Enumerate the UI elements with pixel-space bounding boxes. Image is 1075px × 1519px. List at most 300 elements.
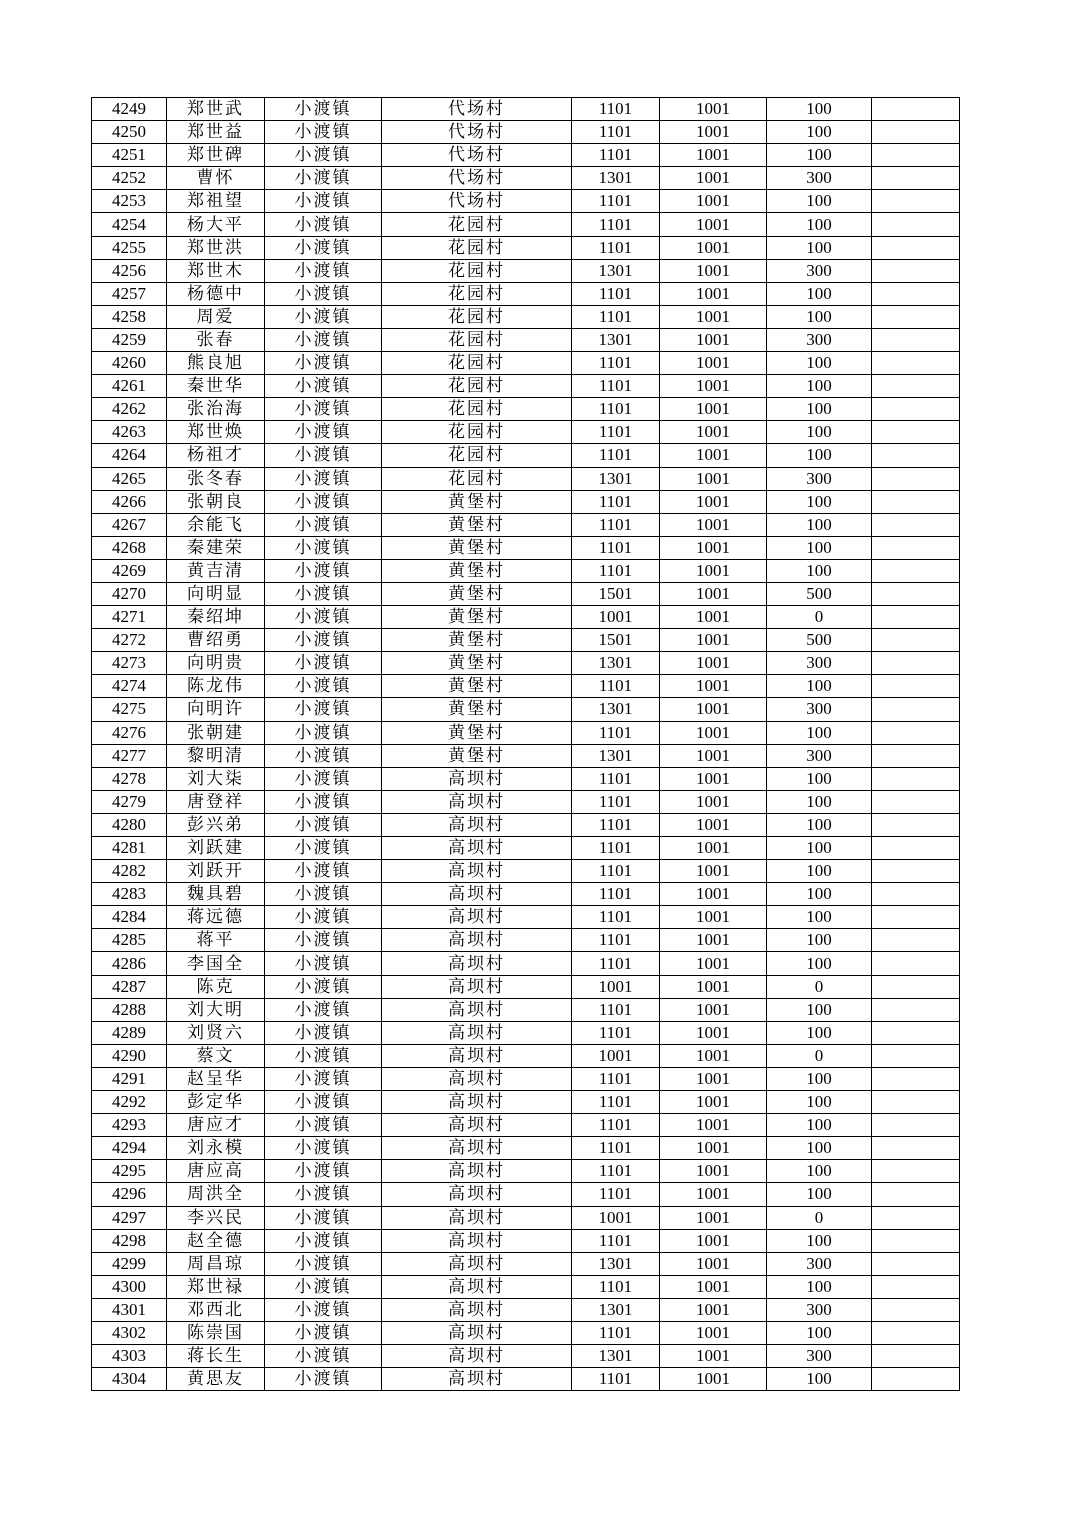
town-cell: 小渡镇 (265, 1206, 382, 1229)
table-row (92, 929, 960, 952)
name-cell: 邓西北 (167, 1298, 265, 1321)
remark-cell (872, 744, 960, 767)
difference-cell: 300 (767, 259, 872, 282)
table-row (92, 444, 960, 467)
remark-cell (872, 421, 960, 444)
remark-cell (872, 1229, 960, 1252)
remark-cell (872, 721, 960, 744)
town-cell: 小渡镇 (265, 721, 382, 744)
difference-cell: 100 (767, 375, 872, 398)
difference-cell: 100 (767, 444, 872, 467)
remark-cell (872, 813, 960, 836)
difference-cell: 100 (767, 952, 872, 975)
difference-cell: 100 (767, 1160, 872, 1183)
table-row (92, 1206, 960, 1229)
town-cell: 小渡镇 (265, 1345, 382, 1368)
village-cell: 高坝村 (382, 767, 572, 790)
table-row (92, 1021, 960, 1044)
value-a-cell: 1301 (572, 1252, 660, 1275)
name-cell: 蔡文 (167, 1044, 265, 1067)
name-cell: 向明许 (167, 698, 265, 721)
serial-number-cell: 4254 (92, 213, 167, 236)
difference-cell: 300 (767, 698, 872, 721)
remark-cell (872, 1137, 960, 1160)
town-cell: 小渡镇 (265, 398, 382, 421)
remark-cell (872, 1021, 960, 1044)
name-cell: 刘贤六 (167, 1021, 265, 1044)
town-cell: 小渡镇 (265, 582, 382, 605)
serial-number-cell: 4256 (92, 259, 167, 282)
value-b-cell: 1001 (660, 629, 767, 652)
difference-cell: 100 (767, 1137, 872, 1160)
remark-cell (872, 906, 960, 929)
value-b-cell: 1001 (660, 1021, 767, 1044)
value-a-cell: 1101 (572, 282, 660, 305)
town-cell: 小渡镇 (265, 929, 382, 952)
difference-cell: 100 (767, 1021, 872, 1044)
village-cell: 花园村 (382, 236, 572, 259)
difference-cell: 100 (767, 282, 872, 305)
table-row (92, 767, 960, 790)
difference-cell: 100 (767, 790, 872, 813)
name-cell: 熊良旭 (167, 352, 265, 375)
table-row (92, 1298, 960, 1321)
table-row (92, 1321, 960, 1344)
value-b-cell: 1001 (660, 259, 767, 282)
table-row (92, 559, 960, 582)
table-row (92, 1183, 960, 1206)
table-row (92, 1114, 960, 1137)
name-cell: 李兴民 (167, 1206, 265, 1229)
value-b-cell: 1001 (660, 98, 767, 121)
value-b-cell: 1001 (660, 1252, 767, 1275)
village-cell: 高坝村 (382, 813, 572, 836)
table-row (92, 98, 960, 121)
value-a-cell: 1101 (572, 675, 660, 698)
difference-cell: 100 (767, 929, 872, 952)
value-b-cell: 1001 (660, 352, 767, 375)
name-cell: 郑世洪 (167, 236, 265, 259)
value-a-cell: 1101 (572, 398, 660, 421)
value-a-cell: 1101 (572, 213, 660, 236)
remark-cell (872, 328, 960, 351)
value-a-cell: 1101 (572, 536, 660, 559)
town-cell: 小渡镇 (265, 860, 382, 883)
remark-cell (872, 1206, 960, 1229)
name-cell: 赵呈华 (167, 1067, 265, 1090)
difference-cell: 100 (767, 421, 872, 444)
table-row (92, 1345, 960, 1368)
table-row (92, 1229, 960, 1252)
table-row (92, 352, 960, 375)
town-cell: 小渡镇 (265, 1114, 382, 1137)
value-a-cell: 1101 (572, 1275, 660, 1298)
town-cell: 小渡镇 (265, 282, 382, 305)
town-cell: 小渡镇 (265, 1183, 382, 1206)
remark-cell (872, 305, 960, 328)
remark-cell (872, 1183, 960, 1206)
village-cell: 黄堡村 (382, 721, 572, 744)
town-cell: 小渡镇 (265, 259, 382, 282)
town-cell: 小渡镇 (265, 1275, 382, 1298)
serial-number-cell: 4302 (92, 1321, 167, 1344)
serial-number-cell: 4290 (92, 1044, 167, 1067)
table-row (92, 167, 960, 190)
value-b-cell: 1001 (660, 675, 767, 698)
town-cell: 小渡镇 (265, 906, 382, 929)
name-cell: 彭兴弟 (167, 813, 265, 836)
difference-cell: 100 (767, 675, 872, 698)
table-row (92, 1091, 960, 1114)
remark-cell (872, 144, 960, 167)
village-cell: 高坝村 (382, 1368, 572, 1391)
town-cell: 小渡镇 (265, 883, 382, 906)
remark-cell (872, 490, 960, 513)
village-cell: 代场村 (382, 121, 572, 144)
table-row (92, 906, 960, 929)
village-cell: 高坝村 (382, 790, 572, 813)
value-a-cell: 1101 (572, 813, 660, 836)
value-b-cell: 1001 (660, 513, 767, 536)
value-b-cell: 1001 (660, 1091, 767, 1114)
serial-number-cell: 4299 (92, 1252, 167, 1275)
difference-cell: 300 (767, 744, 872, 767)
value-b-cell: 1001 (660, 767, 767, 790)
village-cell: 花园村 (382, 213, 572, 236)
town-cell: 小渡镇 (265, 513, 382, 536)
name-cell: 周昌琼 (167, 1252, 265, 1275)
difference-cell: 100 (767, 236, 872, 259)
name-cell: 张春 (167, 328, 265, 351)
value-a-cell: 1501 (572, 629, 660, 652)
value-b-cell: 1001 (660, 398, 767, 421)
village-cell: 高坝村 (382, 1183, 572, 1206)
village-cell: 高坝村 (382, 1229, 572, 1252)
value-a-cell: 1301 (572, 167, 660, 190)
name-cell: 张治海 (167, 398, 265, 421)
name-cell: 曹怀 (167, 167, 265, 190)
town-cell: 小渡镇 (265, 144, 382, 167)
village-cell: 花园村 (382, 398, 572, 421)
serial-number-cell: 4286 (92, 952, 167, 975)
serial-number-cell: 4285 (92, 929, 167, 952)
remark-cell (872, 1275, 960, 1298)
table-row (92, 282, 960, 305)
difference-cell: 100 (767, 490, 872, 513)
value-b-cell: 1001 (660, 236, 767, 259)
table-row (92, 536, 960, 559)
value-b-cell: 1001 (660, 1044, 767, 1067)
village-cell: 黄堡村 (382, 629, 572, 652)
value-b-cell: 1001 (660, 929, 767, 952)
name-cell: 张朝良 (167, 490, 265, 513)
value-a-cell: 1101 (572, 860, 660, 883)
serial-number-cell: 4297 (92, 1206, 167, 1229)
village-cell: 花园村 (382, 352, 572, 375)
town-cell: 小渡镇 (265, 1252, 382, 1275)
serial-number-cell: 4293 (92, 1114, 167, 1137)
serial-number-cell: 4278 (92, 767, 167, 790)
village-cell: 花园村 (382, 444, 572, 467)
value-b-cell: 1001 (660, 998, 767, 1021)
serial-number-cell: 4257 (92, 282, 167, 305)
value-a-cell: 1301 (572, 652, 660, 675)
town-cell: 小渡镇 (265, 698, 382, 721)
town-cell: 小渡镇 (265, 744, 382, 767)
difference-cell: 100 (767, 767, 872, 790)
serial-number-cell: 4282 (92, 860, 167, 883)
town-cell: 小渡镇 (265, 837, 382, 860)
value-b-cell: 1001 (660, 536, 767, 559)
table-row (92, 467, 960, 490)
village-cell: 花园村 (382, 305, 572, 328)
difference-cell: 100 (767, 98, 872, 121)
name-cell: 刘大柒 (167, 767, 265, 790)
remark-cell (872, 559, 960, 582)
table-row (92, 1275, 960, 1298)
value-a-cell: 1101 (572, 721, 660, 744)
difference-cell: 100 (767, 398, 872, 421)
village-cell: 高坝村 (382, 906, 572, 929)
serial-number-cell: 4268 (92, 536, 167, 559)
value-a-cell: 1101 (572, 1229, 660, 1252)
remark-cell (872, 213, 960, 236)
village-cell: 黄堡村 (382, 606, 572, 629)
difference-cell: 100 (767, 213, 872, 236)
name-cell: 郑世武 (167, 98, 265, 121)
table-row (92, 860, 960, 883)
difference-cell: 100 (767, 1114, 872, 1137)
value-b-cell: 1001 (660, 1321, 767, 1344)
value-a-cell: 1101 (572, 837, 660, 860)
serial-number-cell: 4273 (92, 652, 167, 675)
town-cell: 小渡镇 (265, 1298, 382, 1321)
remark-cell (872, 675, 960, 698)
name-cell: 黄思友 (167, 1368, 265, 1391)
village-cell: 花园村 (382, 328, 572, 351)
value-b-cell: 1001 (660, 698, 767, 721)
difference-cell: 300 (767, 167, 872, 190)
village-cell: 高坝村 (382, 1252, 572, 1275)
serial-number-cell: 4284 (92, 906, 167, 929)
remark-cell (872, 1298, 960, 1321)
value-a-cell: 1101 (572, 1183, 660, 1206)
name-cell: 郑祖望 (167, 190, 265, 213)
serial-number-cell: 4296 (92, 1183, 167, 1206)
value-b-cell: 1001 (660, 837, 767, 860)
town-cell: 小渡镇 (265, 675, 382, 698)
table-row (92, 975, 960, 998)
serial-number-cell: 4301 (92, 1298, 167, 1321)
value-b-cell: 1001 (660, 906, 767, 929)
remark-cell (872, 513, 960, 536)
difference-cell: 100 (767, 1321, 872, 1344)
value-a-cell: 1101 (572, 236, 660, 259)
serial-number-cell: 4294 (92, 1137, 167, 1160)
table-row (92, 121, 960, 144)
value-a-cell: 1301 (572, 467, 660, 490)
remark-cell (872, 398, 960, 421)
remark-cell (872, 698, 960, 721)
remark-cell (872, 606, 960, 629)
town-cell: 小渡镇 (265, 767, 382, 790)
table-row (92, 328, 960, 351)
town-cell: 小渡镇 (265, 1321, 382, 1344)
serial-number-cell: 4288 (92, 998, 167, 1021)
name-cell: 周洪全 (167, 1183, 265, 1206)
village-cell: 高坝村 (382, 1298, 572, 1321)
serial-number-cell: 4259 (92, 328, 167, 351)
difference-cell: 100 (767, 190, 872, 213)
difference-cell: 100 (767, 121, 872, 144)
value-b-cell: 1001 (660, 721, 767, 744)
serial-number-cell: 4264 (92, 444, 167, 467)
town-cell: 小渡镇 (265, 1067, 382, 1090)
value-b-cell: 1001 (660, 1160, 767, 1183)
table-row (92, 1252, 960, 1275)
value-a-cell: 1101 (572, 1368, 660, 1391)
town-cell: 小渡镇 (265, 305, 382, 328)
difference-cell: 500 (767, 582, 872, 605)
name-cell: 刘永模 (167, 1137, 265, 1160)
remark-cell (872, 952, 960, 975)
value-a-cell: 1001 (572, 1206, 660, 1229)
remark-cell (872, 190, 960, 213)
name-cell: 余能飞 (167, 513, 265, 536)
value-a-cell: 1101 (572, 883, 660, 906)
value-a-cell: 1001 (572, 975, 660, 998)
value-a-cell: 1101 (572, 1114, 660, 1137)
remark-cell (872, 1160, 960, 1183)
table-row (92, 1044, 960, 1067)
value-b-cell: 1001 (660, 467, 767, 490)
serial-number-cell: 4249 (92, 98, 167, 121)
town-cell: 小渡镇 (265, 444, 382, 467)
remark-cell (872, 975, 960, 998)
value-b-cell: 1001 (660, 1345, 767, 1368)
serial-number-cell: 4283 (92, 883, 167, 906)
name-cell: 唐应才 (167, 1114, 265, 1137)
serial-number-cell: 4304 (92, 1368, 167, 1391)
table-row (92, 259, 960, 282)
village-cell: 花园村 (382, 282, 572, 305)
serial-number-cell: 4250 (92, 121, 167, 144)
serial-number-cell: 4303 (92, 1345, 167, 1368)
difference-cell: 100 (767, 352, 872, 375)
value-a-cell: 1101 (572, 1067, 660, 1090)
value-a-cell: 1301 (572, 259, 660, 282)
village-cell: 高坝村 (382, 1160, 572, 1183)
value-b-cell: 1001 (660, 190, 767, 213)
remark-cell (872, 1044, 960, 1067)
difference-cell: 300 (767, 652, 872, 675)
name-cell: 郑世碑 (167, 144, 265, 167)
village-cell: 高坝村 (382, 883, 572, 906)
difference-cell: 100 (767, 144, 872, 167)
serial-number-cell: 4276 (92, 721, 167, 744)
name-cell: 郑世焕 (167, 421, 265, 444)
village-cell: 高坝村 (382, 1044, 572, 1067)
value-a-cell: 1101 (572, 352, 660, 375)
name-cell: 刘跃建 (167, 837, 265, 860)
town-cell: 小渡镇 (265, 559, 382, 582)
value-a-cell: 1101 (572, 998, 660, 1021)
difference-cell: 100 (767, 1067, 872, 1090)
table-row (92, 698, 960, 721)
remark-cell (872, 629, 960, 652)
name-cell: 陈崇国 (167, 1321, 265, 1344)
value-a-cell: 1101 (572, 1160, 660, 1183)
serial-number-cell: 4270 (92, 582, 167, 605)
name-cell: 赵全德 (167, 1229, 265, 1252)
records-table (91, 97, 960, 1391)
village-cell: 黄堡村 (382, 513, 572, 536)
value-b-cell: 1001 (660, 883, 767, 906)
difference-cell: 100 (767, 906, 872, 929)
difference-cell: 0 (767, 1044, 872, 1067)
town-cell: 小渡镇 (265, 1368, 382, 1391)
value-a-cell: 1001 (572, 1044, 660, 1067)
value-a-cell: 1501 (572, 582, 660, 605)
value-b-cell: 1001 (660, 167, 767, 190)
value-a-cell: 1101 (572, 121, 660, 144)
remark-cell (872, 767, 960, 790)
table-row (92, 606, 960, 629)
town-cell: 小渡镇 (265, 629, 382, 652)
remark-cell (872, 375, 960, 398)
name-cell: 张朝建 (167, 721, 265, 744)
value-a-cell: 1301 (572, 744, 660, 767)
value-a-cell: 1101 (572, 559, 660, 582)
value-a-cell: 1101 (572, 1137, 660, 1160)
value-b-cell: 1001 (660, 213, 767, 236)
value-a-cell: 1101 (572, 305, 660, 328)
name-cell: 曹绍勇 (167, 629, 265, 652)
name-cell: 刘跃开 (167, 860, 265, 883)
value-a-cell: 1101 (572, 767, 660, 790)
difference-cell: 100 (767, 559, 872, 582)
village-cell: 高坝村 (382, 1021, 572, 1044)
difference-cell: 100 (767, 1229, 872, 1252)
table-row (92, 144, 960, 167)
difference-cell: 100 (767, 1091, 872, 1114)
difference-cell: 100 (767, 1368, 872, 1391)
table-row (92, 1137, 960, 1160)
remark-cell (872, 167, 960, 190)
value-a-cell: 1101 (572, 1021, 660, 1044)
name-cell: 杨祖才 (167, 444, 265, 467)
value-a-cell: 1101 (572, 444, 660, 467)
table-row (92, 375, 960, 398)
town-cell: 小渡镇 (265, 421, 382, 444)
difference-cell: 100 (767, 998, 872, 1021)
value-b-cell: 1001 (660, 952, 767, 975)
difference-cell: 100 (767, 1183, 872, 1206)
remark-cell (872, 582, 960, 605)
serial-number-cell: 4258 (92, 305, 167, 328)
name-cell: 郑世木 (167, 259, 265, 282)
remark-cell (872, 1252, 960, 1275)
serial-number-cell: 4291 (92, 1067, 167, 1090)
town-cell: 小渡镇 (265, 467, 382, 490)
serial-number-cell: 4265 (92, 467, 167, 490)
value-a-cell: 1101 (572, 790, 660, 813)
serial-number-cell: 4280 (92, 813, 167, 836)
remark-cell (872, 1368, 960, 1391)
difference-cell: 300 (767, 328, 872, 351)
village-cell: 高坝村 (382, 860, 572, 883)
value-a-cell: 1101 (572, 1091, 660, 1114)
